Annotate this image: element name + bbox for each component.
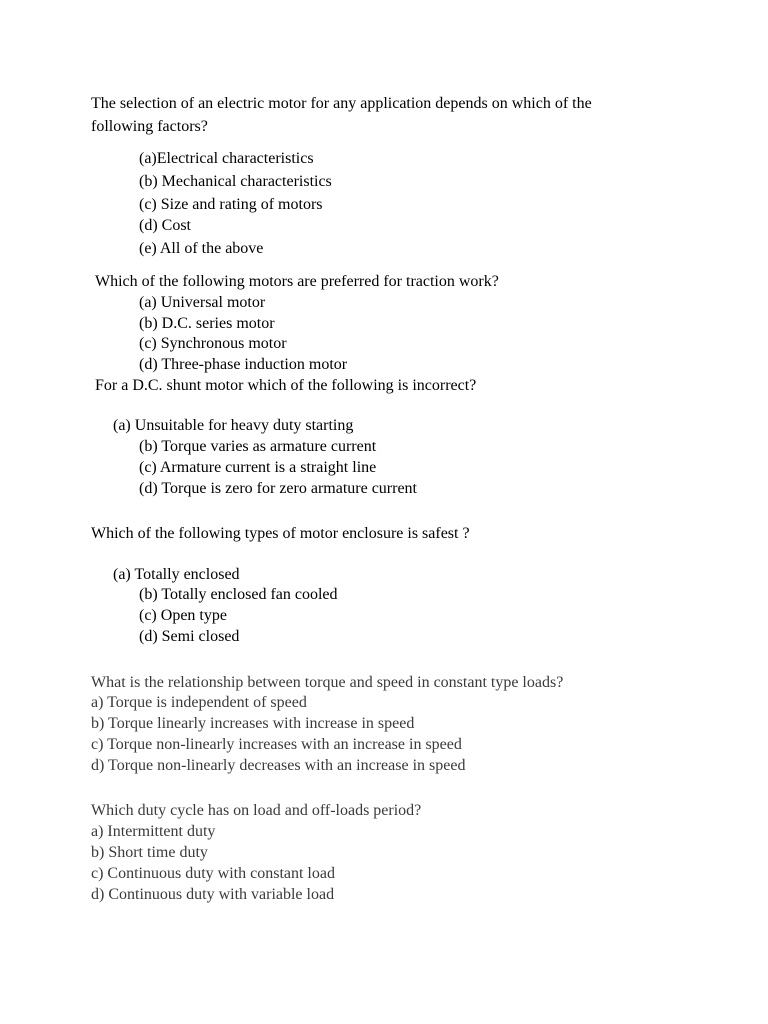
question-3-text: For a D.C. shunt motor which of the following is incorrect? [95,377,477,394]
question-6-option-d: d) Continuous duty with variable load [91,886,335,903]
question-5-option-d: d) Torque non-linearly decreases with an increase in speed [91,757,466,774]
question-6-text: Which duty cycle has on load and off-loads period? [91,802,422,819]
question-2-option-d: (d) Three-phase induction motor [139,356,348,373]
question-3-option-c: (c) Armature current is a straight line [139,459,377,476]
question-1-option-c: (c) Size and rating of motors [139,196,323,213]
question-5-option-a: a) Torque is independent of speed [91,694,307,711]
question-1-option-d: (d) Cost [139,217,191,234]
question-1-option-b: (b) Mechanical characteristics [139,173,332,190]
question-6-option-b: b) Short time duty [91,844,208,861]
question-5-text: What is the relationship between torque and speed in constant type loads? [91,674,564,691]
question-4-option-b: (b) Totally enclosed fan cooled [139,586,338,603]
question-5-option-b: b) Torque linearly increases with increase in speed [91,715,415,732]
question-6-option-c: c) Continuous duty with constant load [91,865,335,882]
question-3-option-a: (a) Unsuitable for heavy duty starting [113,417,354,434]
question-1-text-line-2: following factors? [91,118,208,135]
question-2-option-b: (b) D.C. series motor [139,315,275,332]
question-4-option-a: (a) Totally enclosed [113,566,240,583]
question-1-text-line-1: The selection of an electric motor for any application depends on which of the [91,95,592,112]
question-1-option-e: (e) All of the above [139,240,264,257]
question-4-option-d: (d) Semi closed [139,628,240,645]
question-2-option-a: (a) Universal motor [139,294,266,311]
question-3-option-b: (b) Torque varies as armature current [139,438,377,455]
question-1-option-a: (a)Electrical characteristics [139,150,314,167]
question-3-option-d: (d) Torque is zero for zero armature current [139,480,417,497]
question-4-option-c: (c) Open type [139,607,227,624]
question-2-option-c: (c) Synchronous motor [139,335,287,352]
question-5-option-c: c) Torque non-linearly increases with an increase in speed [91,736,462,753]
question-4-text: Which of the following types of motor enclosure is safest ? [91,525,470,542]
question-2-text: Which of the following motors are preferred for traction work? [95,273,499,290]
question-6-option-a: a) Intermittent duty [91,823,216,840]
